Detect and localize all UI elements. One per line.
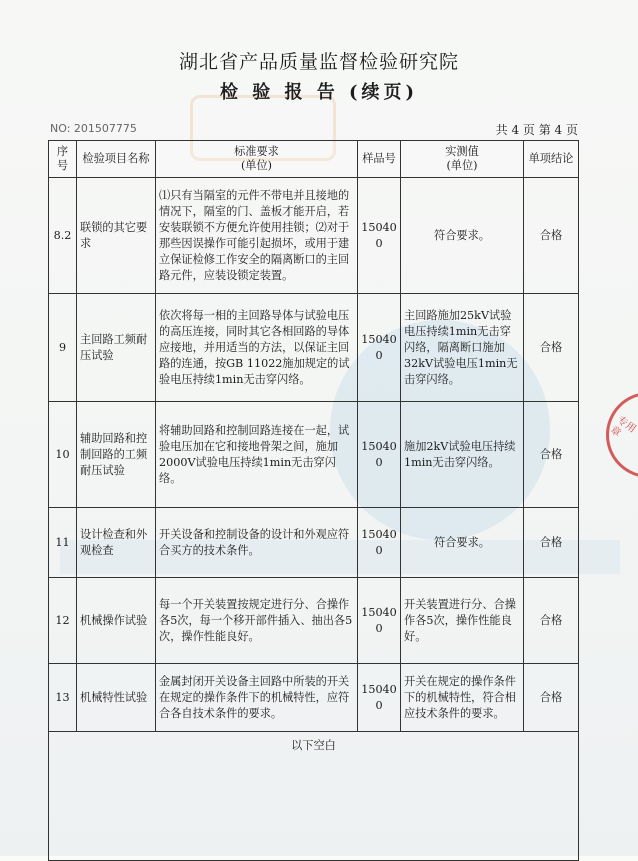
- col-seq-header: 序号: [49, 141, 77, 178]
- col-sample-header: 样品号: [358, 141, 401, 178]
- row-sample: 150400: [358, 402, 401, 508]
- row-item: 设计检查和外观检查: [77, 508, 156, 578]
- page-count: 共 4 页 第 4 页: [495, 123, 578, 137]
- row-seq: 12: [49, 578, 77, 664]
- row-measured: 开关在规定的操作条件下的机械特性，符合相应技术条件的要求。: [401, 664, 524, 732]
- row-sample: 150400: [358, 508, 401, 578]
- table-row: [49, 294, 579, 402]
- inspection-table: [48, 140, 579, 861]
- row-standard: 开关设备和控制设备的设计和外观应符合买方的技术条件。: [156, 508, 358, 578]
- row-item: 机械特性试验: [77, 664, 156, 732]
- table-row: [49, 508, 579, 578]
- row-seq: 8.2: [49, 178, 77, 294]
- row-sample: 150400: [358, 664, 401, 732]
- blank-note: 以下空白: [49, 732, 579, 861]
- table-row: [49, 664, 579, 732]
- report-title: 检 验 报 告 (续页): [219, 82, 419, 103]
- row-item: 主回路工频耐压试验: [77, 294, 156, 402]
- row-standard: 将辅助回路和控制回路连接在一起，试验电压加在它和接地骨架之间，施加2000V试验电压持续1min无击穿闪络。: [156, 402, 358, 508]
- row-item: 辅助回路和控制回路的工频耐压试验: [77, 402, 156, 508]
- row-measured: 符合要求。: [401, 508, 524, 578]
- table-row: [49, 402, 579, 508]
- table-header-row: [49, 141, 579, 178]
- row-item: 机械操作试验: [77, 578, 156, 664]
- seal-text: 专用章: [608, 414, 638, 440]
- row-sample: 150400: [358, 294, 401, 402]
- row-seq: 9: [49, 294, 77, 402]
- row-conclusion: 合格: [524, 294, 579, 402]
- row-measured: 符合要求。: [401, 178, 524, 294]
- table-row: [49, 178, 579, 294]
- row-measured: 开关装置进行分、合操作各5次，操作性能良好。: [401, 578, 524, 664]
- row-measured: 主回路施加25kV试验电压持续1min无击穿闪络，隔离断口施加32kV试验电压1min无击穿闪络。: [401, 294, 524, 402]
- row-seq: 13: [49, 664, 77, 732]
- row-conclusion: 合格: [524, 402, 579, 508]
- row-seq: 10: [49, 402, 77, 508]
- row-measured: 施加2kV试验电压持续1min无击穿闪络。: [401, 402, 524, 508]
- row-sample: 150400: [358, 178, 401, 294]
- institute-title: 湖北省产品质量监督检验研究院: [178, 51, 459, 73]
- row-conclusion: 合格: [524, 508, 579, 578]
- col-measured-header: 实测值 (单位): [401, 141, 524, 178]
- row-item: 联锁的其它要求: [77, 178, 156, 294]
- col-item-header: 检验项目名称: [77, 141, 156, 178]
- row-seq: 11: [49, 508, 77, 578]
- row-conclusion: 合格: [524, 178, 579, 294]
- col-conclusion-header: 单项结论: [524, 141, 579, 178]
- col-standard-header: 标准要求 (单位): [156, 141, 358, 178]
- row-standard: 每一个开关装置按规定进行分、合操作各5次，每一个移开部件插入、抽出各5次，操作性能良好。: [156, 578, 358, 664]
- report-number: NO: 201507775: [50, 122, 137, 135]
- row-standard: ⑴只有当隔室的元件不带电并且接地的情况下，隔室的门、盖板才能开启，若安装联锁不方便允许使用挂锁；⑵对于那些因误操作可能引起损坏，或用于建立保证检修工作安全的隔离断口的主回路元件，应装设锁定装置。: [156, 178, 358, 294]
- row-sample: 150400: [358, 578, 401, 664]
- table-row: [49, 578, 579, 664]
- row-conclusion: 合格: [524, 578, 579, 664]
- row-conclusion: 合格: [524, 664, 579, 732]
- row-standard: 依次将每一相的主回路导体与试验电压的高压连接，同时其它各相回路的导体应接地，并用适当的方法，以保证主回路的连通，按GB 11022施加规定的试验电压持续1min无击穿闪络。: [156, 294, 358, 402]
- row-standard: 金属封闭开关设备主回路中所装的开关在规定的操作条件下的机械特性，应符合各自技术条件的要求。: [156, 664, 358, 732]
- blank-row: [49, 732, 579, 861]
